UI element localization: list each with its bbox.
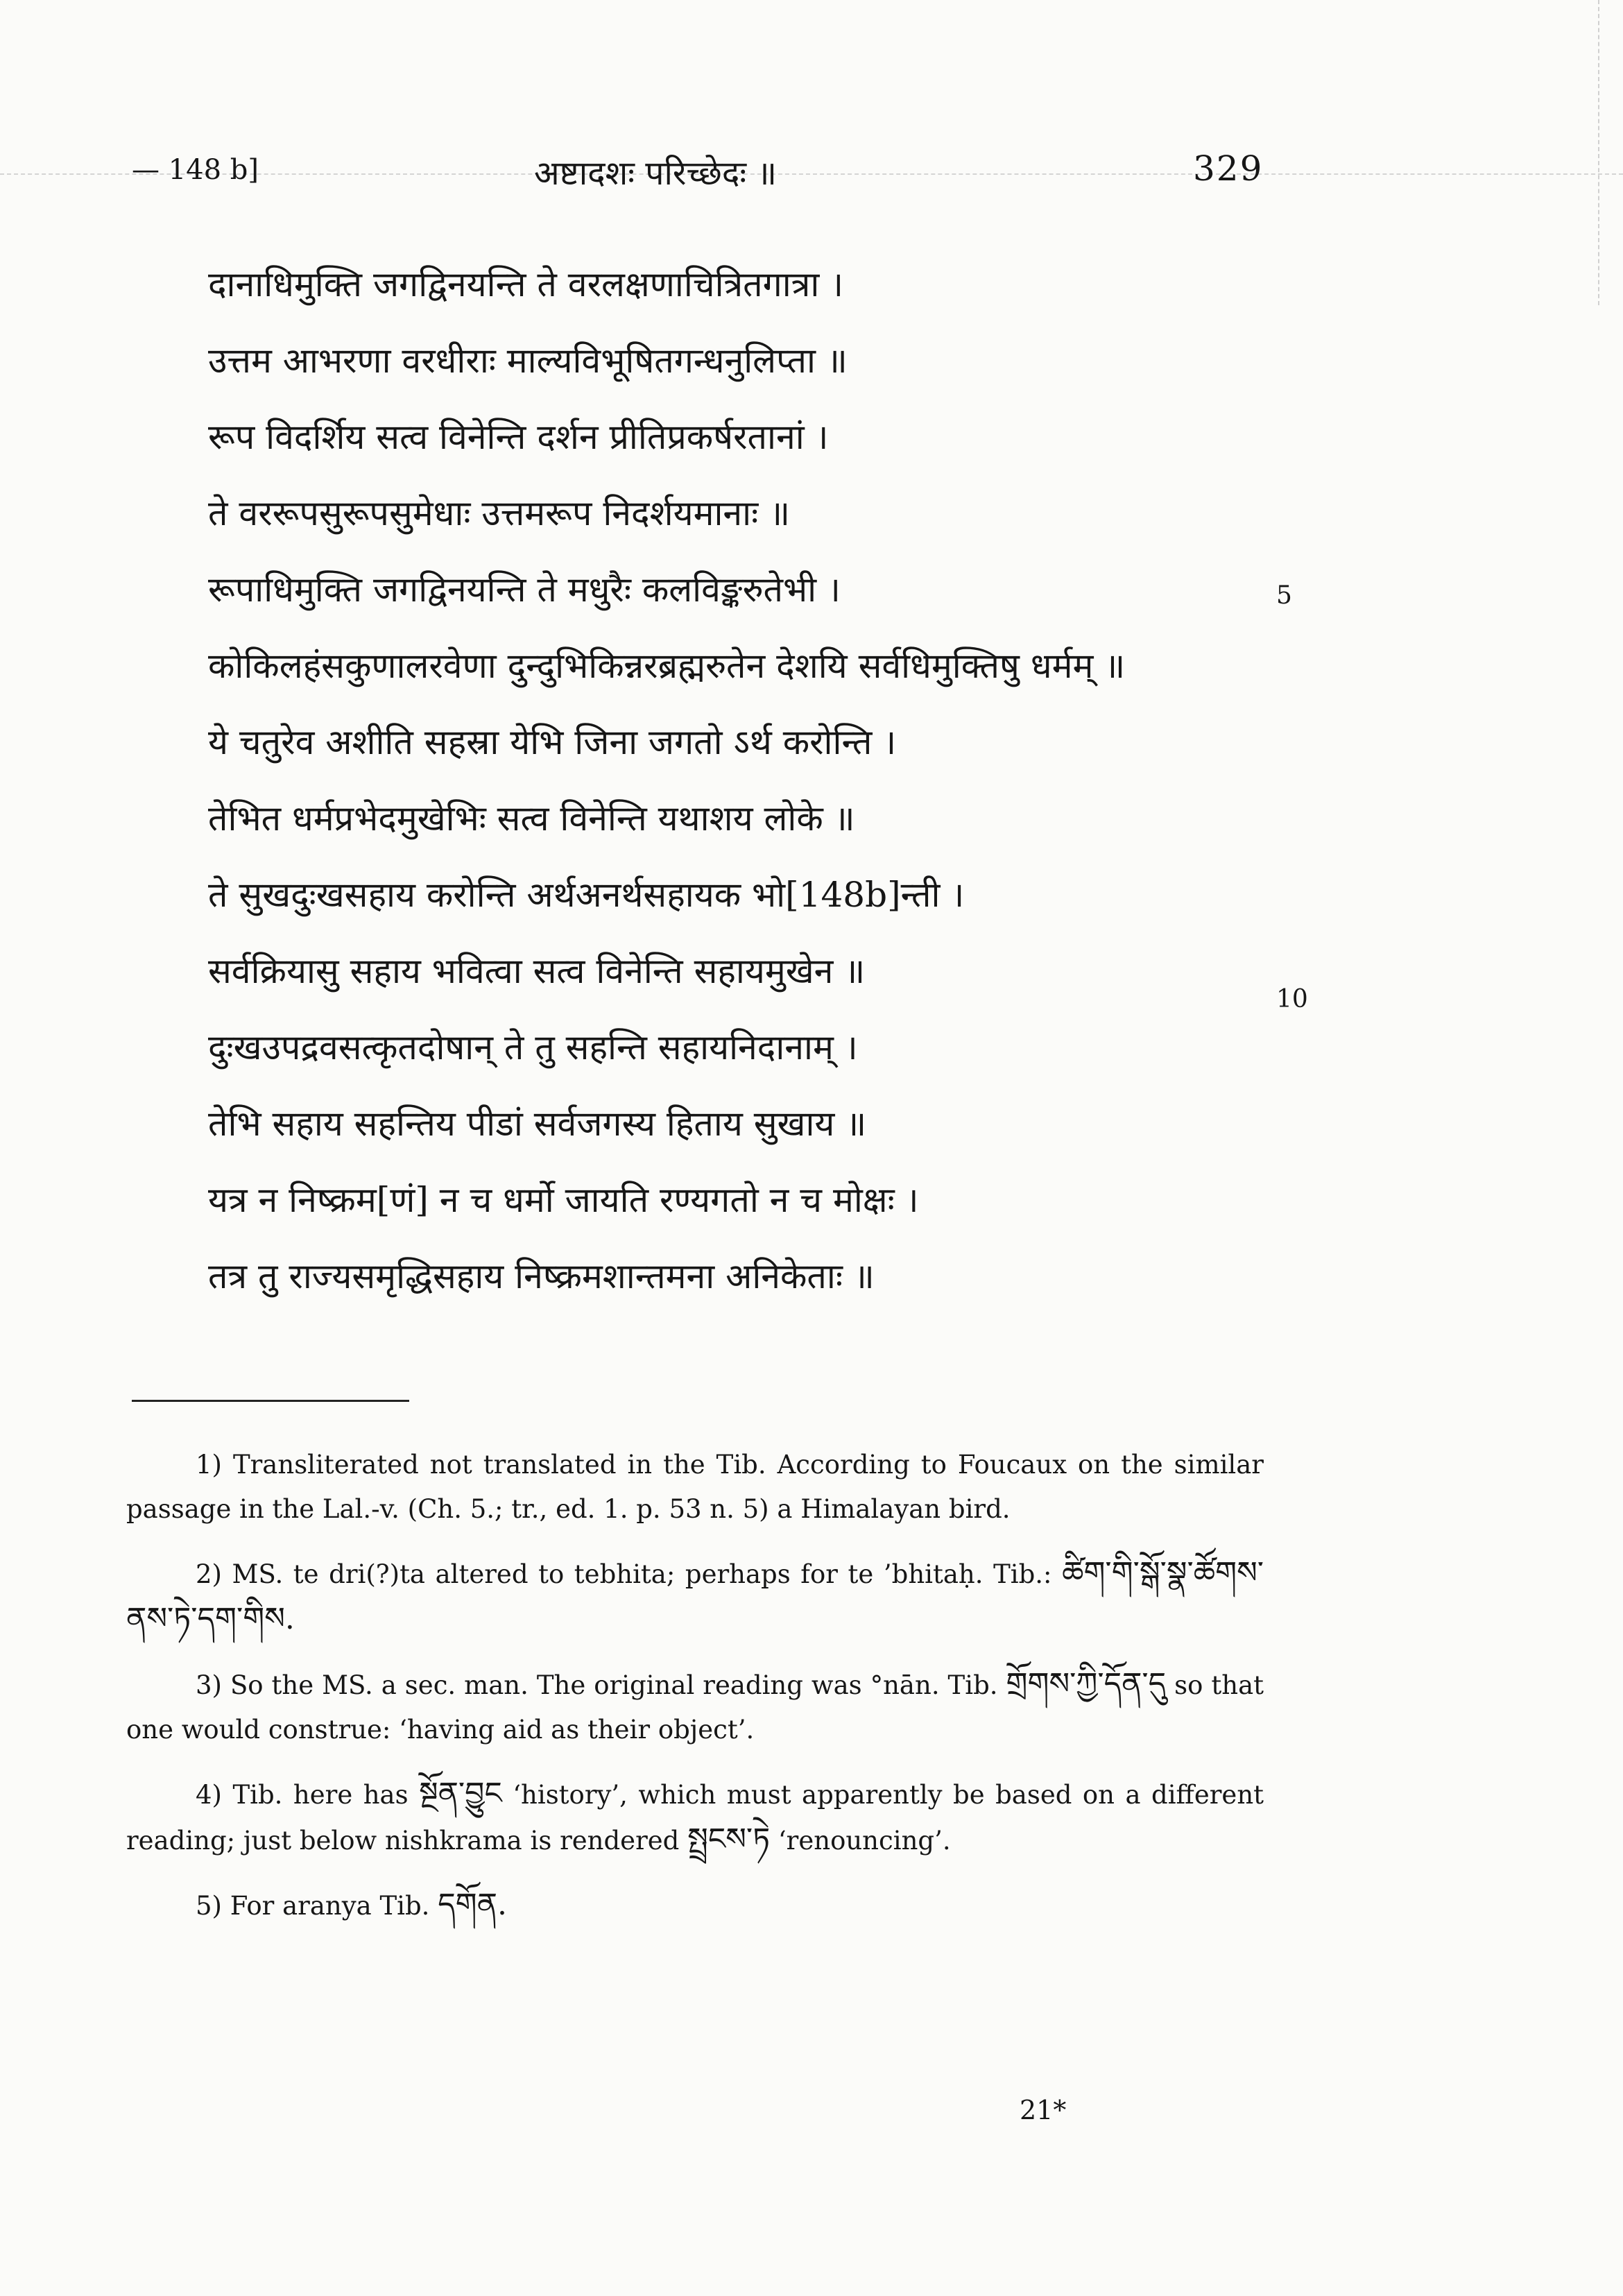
footnote-3-continuation: so that one would construe: ‘having aid as their object’. <box>126 1670 1264 1745</box>
line-number-10: 10 <box>1276 985 1308 1013</box>
verse-line: ते वररूपसुरूपसुमेधाः उत्तमरूप निदर्शयमानाः ॥ <box>208 493 791 533</box>
footnote-divider <box>132 1400 409 1402</box>
footnote-5-text: 5) For aranya Tib. <box>196 1891 430 1921</box>
footnotes <box>126 1443 1264 1948</box>
verse-line: सर्वक्रियासु सहाय भवित्वा सत्व विनेन्ति सहायमुखेन ॥ <box>208 951 866 991</box>
verse-line: दुःखउपद्रवसत्कृतदोषान् ते तु सहन्ति सहायनिदानाम् । <box>208 1027 858 1068</box>
tibetan-quote: སྔོན་བྱུང <box>419 1776 502 1811</box>
tibetan-quote: ཚིག་གི་སྒོ་སྣ་ཚོགས་ནས་ཏེ་དག་གིས. <box>126 1555 1264 1636</box>
verse-line: उत्तम आभरणा वरधीराः माल्यविभूषितगन्धनुलिप्ता ॥ <box>208 341 848 381</box>
scan-edge-rule-right <box>1598 0 1599 305</box>
verse-line: दानाधिमुक्ति जगद्विनयन्ति ते वरलक्षणाचित्रितगात्रा । <box>208 264 844 305</box>
verse-block <box>208 246 1290 1314</box>
footnote-1-text: 1) Transliterated not translated in the Tib. According to Foucaux on the similar passage in the Lal.-v. (Ch. 5.; tr., ed. 1. p. 53 n. 5) a Himalayan bird. <box>126 1450 1264 1524</box>
verse-line: ये चतुरेव अशीति सहस्रा येभि जिना जगतो ऽर्थ करोन्ति । <box>208 722 897 762</box>
footnote-4-text-a: 4) Tib. here has <box>196 1780 409 1810</box>
page-number: 329 <box>1193 148 1264 189</box>
verse-line: तत्र तु राज्यसमृद्धिसहाय निष्क्रमशान्तमना अनिकेताः ॥ <box>208 1256 875 1296</box>
verse-line: तेभित धर्मप्रभेदमुखेभिः सत्व विनेन्ति यथाशय लोके ॥ <box>208 798 855 839</box>
verse-line: रूप विदर्शिय सत्व विनेन्ति दर्शन प्रीतिप्रकर्षरतानां । <box>208 417 829 457</box>
footnote-3-text: 3) So the MS. a sec. man. The original reading was °nān. Tib. <box>196 1670 998 1700</box>
footnote-4-text-c: ‘renouncing’. <box>778 1826 951 1856</box>
footnote-4 <box>126 1772 1264 1863</box>
footnote-3 <box>126 1662 1264 1752</box>
footnote-4-text-b: ‘history’, which must apparently be based on a different reading; just below nishkrama is rendered <box>126 1780 1264 1856</box>
tibetan-quote: གྲོགས་ཀྱི་དོན་དུ <box>1006 1666 1167 1702</box>
line-number-5: 5 <box>1276 581 1292 610</box>
verse-line: यत्र न निष्क्रम[णं] न च धर्मो जायति रण्यगतो न च मोक्षः । <box>208 1180 919 1220</box>
verse-line: तेभि सहाय सहन्तिय पीडां सर्वजगस्य हिताय सुखाय ॥ <box>208 1104 867 1144</box>
footnote-2 <box>126 1551 1264 1643</box>
signature-mark: 21* <box>1020 2095 1067 2125</box>
verse-line: रूपाधिमुक्ति जगद्विनयन्ति ते मधुरैः कलविङ्करुतेभी । <box>208 569 841 610</box>
tibetan-quote: སྤྲངས་ཏེ <box>687 1822 771 1857</box>
footnote-5 <box>126 1883 1264 1928</box>
footnote-1 <box>126 1443 1264 1532</box>
verse-line: कोकिलहंसकुणालरवेणा दुन्दुभिकिन्नरब्रह्मरुतेन देशयि सर्वधिमुक्तिषु धर्मम् ॥ <box>208 646 1126 686</box>
footnote-2-text: 2) MS. te dri(?)ta altered to tebhita; perhaps for te ’bhitaḥ. Tib.: <box>196 1559 1052 1589</box>
chapter-title: अष्टादशः परिच्छेदः ॥ <box>534 154 778 193</box>
folio-reference: — 148 b] <box>132 154 259 186</box>
tibetan-quote: དགོན. <box>438 1887 507 1922</box>
verse-line: ते सुखदुःखसहाय करोन्ति अर्थअनर्थसहायक भो[148b]न्ती । <box>208 875 965 915</box>
